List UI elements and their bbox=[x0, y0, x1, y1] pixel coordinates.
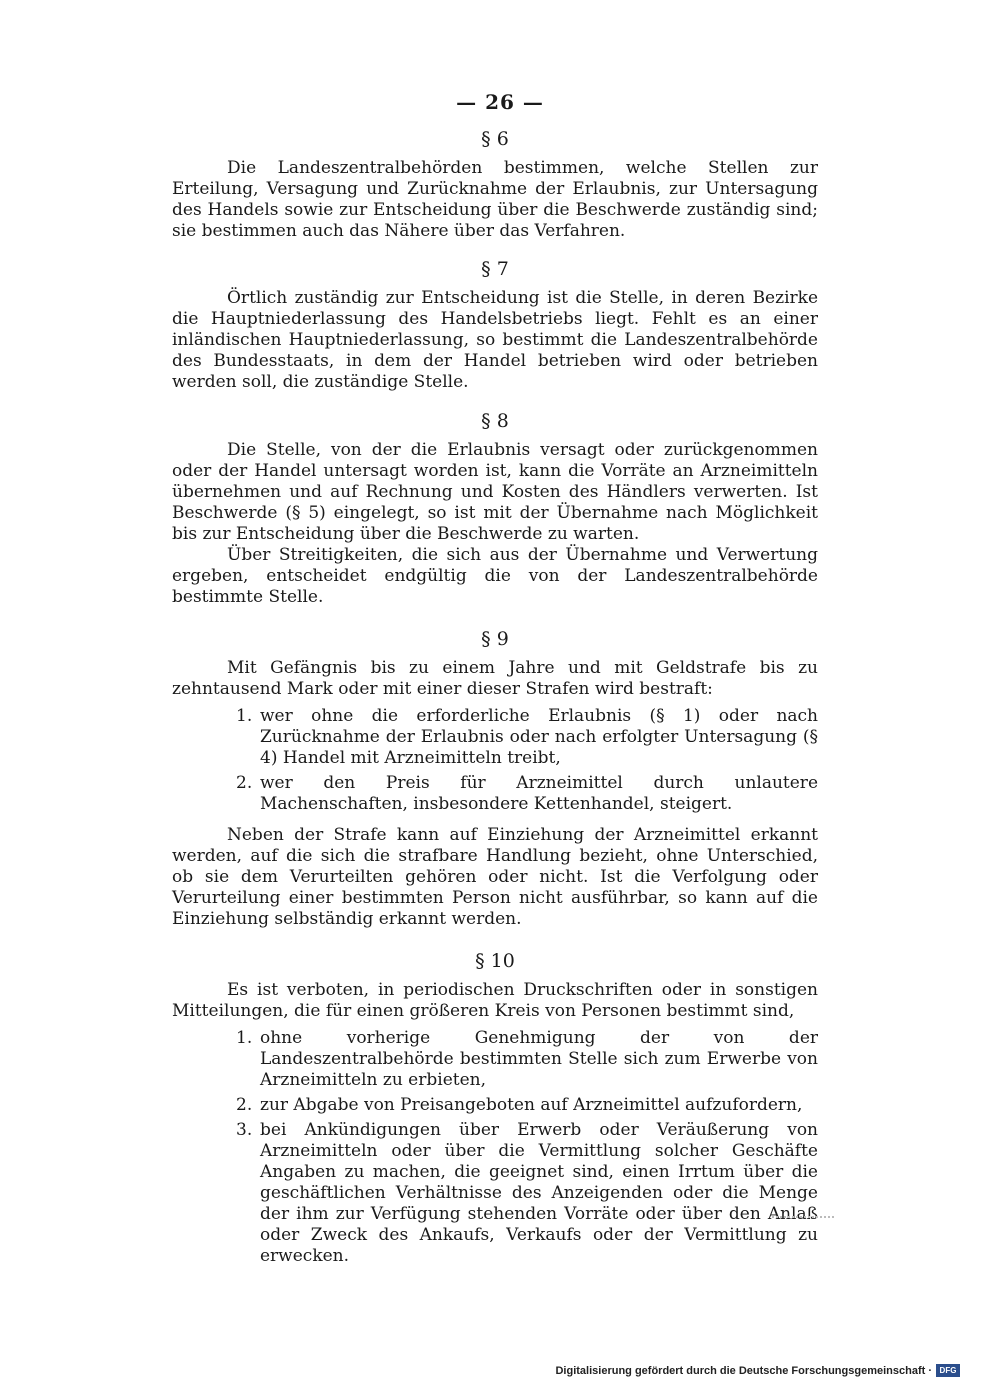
digitization-footer bbox=[555, 1364, 960, 1377]
list-item-number: 1. bbox=[236, 1028, 253, 1048]
section-paragraph: Die Landeszentralbehörden bestimmen, welche Stellen zur Erteilung, Versagung und Zurücknahme der Erlaubnis, zur Untersagung des Handels sowie zur Entscheidung über die Beschwerde zuständig sind; sie bestimmen auch das Nähere über das Verfahren. bbox=[172, 158, 818, 241]
dfg-logo-icon: DFG bbox=[936, 1364, 960, 1377]
list-item bbox=[172, 706, 818, 769]
section-heading: § 10 bbox=[475, 950, 515, 972]
list-item-text: wer ohne die erforderliche Erlaubnis (§ 1) oder nach Zurücknahme der Erlaubnis oder nach erfolgter Untersagung (§ 4) Handel mit Arzneimitteln treibt, bbox=[260, 706, 818, 768]
section-heading: § 7 bbox=[481, 258, 509, 280]
section-9 bbox=[172, 628, 818, 930]
footer-text: Digitalisierung gefördert durch die Deutsche Forschungsgemeinschaft · bbox=[555, 1364, 932, 1377]
section-heading: § 9 bbox=[481, 628, 509, 650]
list-item-text: ohne vorherige Genehmigung der von der Landeszentralbehörde bestimmten Stelle sich zum Erwerbe von Arzneimitteln zu erbieten, bbox=[260, 1028, 818, 1090]
list-item-number: 1. bbox=[236, 706, 253, 726]
section-paragraph: Neben der Strafe kann auf Einziehung der Arzneimittel erkannt werden, auf die sich die strafbare Handlung bezieht, ohne Unterschied, ob sie dem Verurteilten gehören oder nicht. Ist die Verfolgung oder Verurteilung einer bestimmten Person nicht ausführbar, so kann auf die Einziehung selbständig erkannt werden. bbox=[172, 825, 818, 929]
section-8 bbox=[172, 410, 818, 608]
list-item-text: bei Ankündigungen über Erwerb oder Veräußerung von Arzneimitteln oder über die Vermittlung solcher Geschäfte Angaben zu machen, die geeignet sind, einen Irrtum über die geschäftlichen Verhältnisse des Anzeigenden oder die Menge der ihm zur Verfügung stehenden Vorräte oder über den Anlaß oder Zweck des Ankaufs, Verkaufs oder der Vermittlung zu erwecken. bbox=[260, 1120, 818, 1266]
section-6 bbox=[172, 128, 818, 242]
numbered-list bbox=[172, 1028, 818, 1267]
list-item bbox=[172, 1095, 818, 1116]
section-paragraph: Mit Gefängnis bis zu einem Jahre und mit Geldstrafe bis zu zehntausend Mark oder mit einer dieser Strafen wird bestraft: bbox=[172, 658, 818, 699]
numbered-list bbox=[172, 706, 818, 815]
list-item-text: wer den Preis für Arzneimittel durch unlautere Machenschaften, insbesondere Kettenhandel, steigert. bbox=[260, 773, 818, 814]
section-paragraph: Es ist verboten, in periodischen Druckschriften oder in sonstigen Mitteilungen, die für einen größeren Kreis von Personen bestimmt sind, bbox=[172, 980, 818, 1021]
list-item bbox=[172, 773, 818, 815]
section-heading: § 6 bbox=[481, 128, 509, 150]
section-10 bbox=[172, 950, 818, 1271]
section-paragraph: Die Stelle, von der die Erlaubnis versagt oder zurückgenommen oder der Handel untersagt worden ist, kann die Vorräte an Arzneimitteln übernehmen und auf Rechnung und Kosten des Händlers verwerten. Ist Beschwerde (§ 5) eingelegt, so ist mit der Übernahme nach Möglichkeit bis zur Entscheidung über die Beschwerde zu warten. bbox=[172, 440, 818, 544]
section-paragraph: Über Streitigkeiten, die sich aus der Übernahme und Verwertung ergeben, entscheidet endgültig die von der Landeszentralbehörde bestimmte Stelle. bbox=[172, 545, 818, 607]
section-paragraph: Örtlich zuständig zur Entscheidung ist die Stelle, in deren Bezirke die Hauptniederlassung des Handelsbetriebs liegt. Fehlt es an einer inländischen Hauptniederlassung, so bestimmt die Landeszentralbehörde des Bundesstaats, in dem der Handel betrieben wird oder betrieben werden soll, die zuständige Stelle. bbox=[172, 288, 818, 392]
page-number: — 26 — bbox=[456, 90, 544, 114]
list-item-number: 2. bbox=[236, 773, 253, 793]
list-item-text: zur Abgabe von Preisangeboten auf Arzneimittel aufzufordern, bbox=[260, 1095, 803, 1115]
scan-smudge bbox=[772, 1210, 834, 1218]
list-item bbox=[172, 1120, 818, 1267]
section-7 bbox=[172, 258, 818, 393]
section-heading: § 8 bbox=[481, 410, 509, 432]
list-item bbox=[172, 1028, 818, 1091]
list-item-number: 3. bbox=[236, 1120, 253, 1140]
list-item-number: 2. bbox=[236, 1095, 253, 1115]
